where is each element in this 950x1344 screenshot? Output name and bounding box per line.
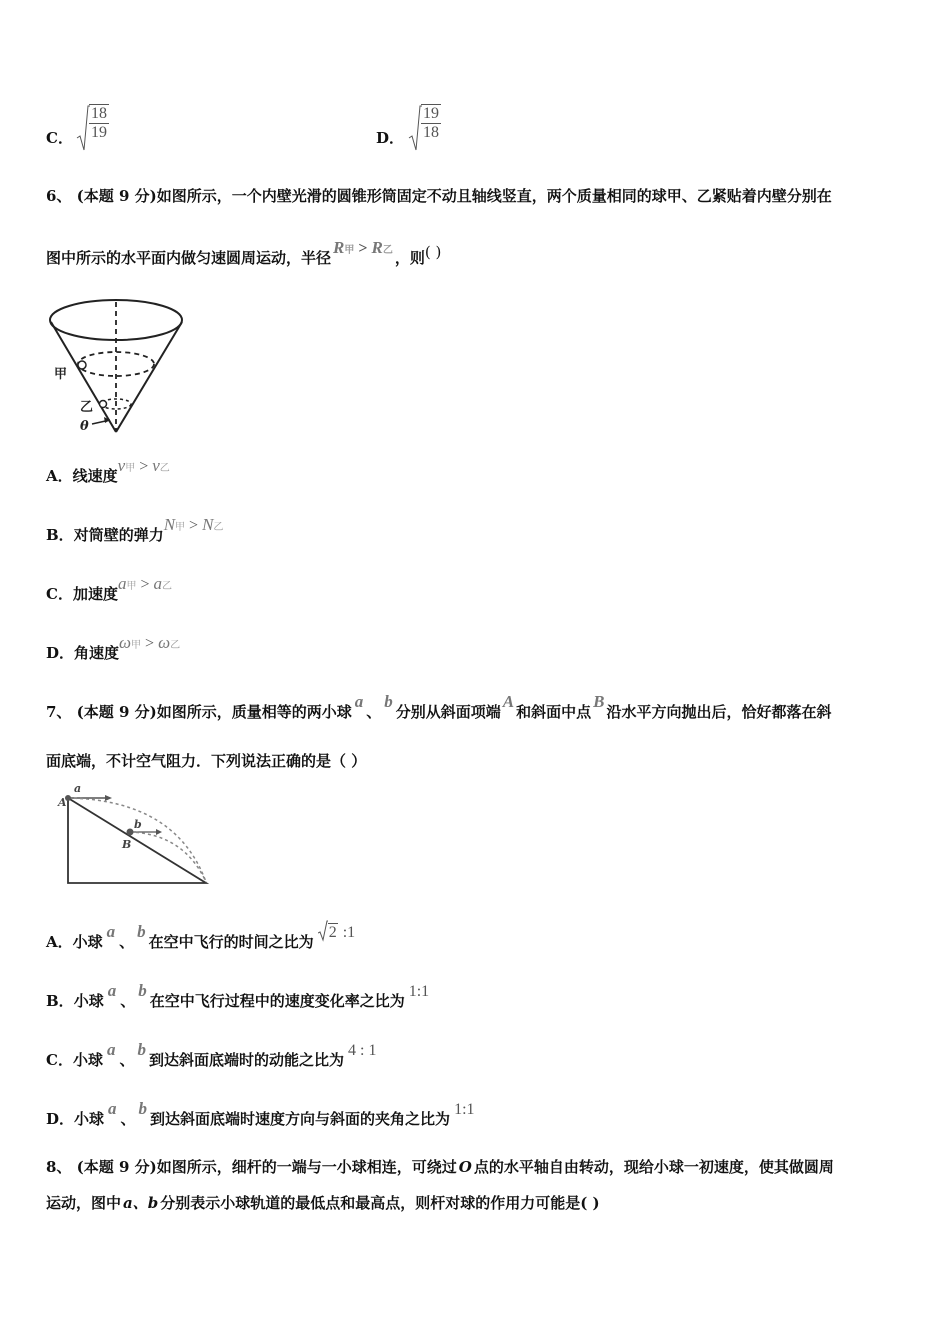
separator: 、 — [119, 1051, 135, 1069]
option-label: C． — [46, 585, 73, 603]
label-yi: 乙 — [80, 400, 94, 415]
option-ratio: 4 : 1 — [348, 1042, 377, 1059]
incline-figure — [56, 782, 212, 888]
q7-option-d[interactable] — [46, 1099, 475, 1130]
q7-text-a: 7、 (本题 9 分)如图所示，质量相等的两小球 — [46, 703, 352, 721]
option-text: 到达斜面底端时的动能之比为 — [148, 1051, 344, 1069]
option-formula: v甲 > v乙 — [117, 456, 170, 475]
symbol-b: b — [384, 692, 393, 711]
radical-sign-icon — [318, 920, 328, 942]
separator: 、 — [120, 992, 136, 1010]
option-label-c: C． — [46, 129, 73, 147]
symbol-a: a — [108, 1099, 117, 1118]
symbol-a: a — [106, 922, 116, 941]
q7-text-b: 分别从斜面项端 — [395, 703, 501, 721]
q6-stem-text: 图中所示的水平面内做匀速圆周运动，半径 — [46, 249, 332, 267]
option-label: D． — [46, 1110, 75, 1128]
radical-sign-icon — [76, 104, 90, 154]
option-prefix: 小球 — [73, 992, 104, 1010]
cone-figure — [46, 296, 191, 438]
option-formula: a甲 > a乙 — [117, 574, 172, 593]
radical-sign-icon — [408, 104, 422, 154]
q6-option-b[interactable] — [46, 515, 224, 548]
fraction-numerator: 18 — [91, 105, 107, 122]
q7-stem-line2: 面底端，不计空气阻力．下列说法正确的是（ ） — [46, 752, 367, 770]
q8-text-c: 运动，图中 — [46, 1194, 122, 1212]
symbol-b: b — [138, 1099, 148, 1118]
option-formula: ω甲 > ω乙 — [119, 633, 181, 652]
option-label-d: D． — [376, 129, 405, 147]
q6-stem-suffix: ，则 — [394, 249, 425, 267]
separator: 、 — [120, 1110, 136, 1128]
option-prefix: 小球 — [74, 1110, 105, 1128]
q8-text-a: 8、 (本题 9 分)如图所示，细杆的一端与一小球相连，可绕过 — [46, 1158, 457, 1176]
option-label: A． — [46, 467, 73, 485]
fig-label-A: A — [58, 796, 67, 809]
symbol-B: B — [593, 692, 605, 711]
fig-label-b: b — [134, 818, 142, 831]
symbol-a: a — [106, 1040, 116, 1059]
symbol-O: O — [458, 1158, 472, 1176]
q7-option-c[interactable] — [46, 1040, 377, 1071]
q6-option-d[interactable] — [46, 633, 181, 666]
symbol-a: a — [354, 692, 364, 711]
label-theta: θ — [80, 419, 89, 434]
option-text: 在空中飞行的时间之比为 — [148, 933, 314, 951]
symbol-b: b — [137, 1040, 146, 1059]
option-label: B． — [46, 526, 74, 544]
q6-stem-line2 — [46, 238, 442, 271]
q7-option-b[interactable] — [46, 981, 430, 1012]
q8-stem-line1 — [46, 1157, 834, 1177]
option-ratio: 2 :1 — [318, 922, 355, 943]
option-prefix: 小球 — [72, 1051, 103, 1069]
separator: 、 — [119, 933, 135, 951]
q6-option-a[interactable] — [46, 456, 170, 489]
fraction-denominator: 19 — [91, 124, 107, 141]
option-label: C． — [46, 1051, 73, 1069]
option-text: 角速度 — [74, 644, 120, 662]
q6-stem-line1: 6、 (本题 9 分)如图所示，一个内壁光滑的圆锥形筒固定不动且轴线竖直，两个质量相同的球甲、乙紧贴着内壁分别在 — [46, 187, 832, 205]
symbol-a: a — [107, 981, 117, 1000]
q6-condition: R甲 > R乙 — [333, 238, 393, 257]
label-jia: 甲 — [54, 367, 68, 382]
option-label: D． — [46, 644, 75, 662]
answer-paren: ( ) — [424, 243, 442, 261]
option-formula: N甲 > N乙 — [163, 515, 224, 534]
option-label: B． — [46, 992, 74, 1010]
option-text: 到达斜面底端时速度方向与斜面的夹角之比为 — [150, 1110, 451, 1128]
symbol-b: b — [138, 981, 147, 1000]
option-prefix: 小球 — [72, 933, 103, 951]
option-ratio: 1:1 — [454, 1101, 475, 1118]
option-label: A． — [46, 933, 73, 951]
option-text: 在空中飞行过程中的速度变化率之比为 — [149, 992, 405, 1010]
symbol-A: A — [502, 692, 515, 711]
q8-stem-line2 — [46, 1193, 600, 1213]
option-text: 对筒壁的弹力 — [73, 526, 164, 544]
fraction-numerator: 19 — [423, 105, 439, 122]
option-text: 加速度 — [72, 585, 118, 603]
q6-option-c[interactable] — [46, 574, 172, 607]
symbol-ab: a、b — [123, 1194, 159, 1212]
option-text: 线速度 — [72, 467, 118, 485]
q7-option-a[interactable] — [46, 922, 356, 953]
q8-text-d: 分别表示小球轨道的最低点和最高点，则杆对球的作用力可能是( ) — [160, 1194, 600, 1212]
fig-label-a: a — [74, 782, 82, 795]
symbol-b: b — [137, 922, 146, 941]
fig-label-B: B — [122, 838, 132, 851]
q7-text-d: 沿水平方向抛出后，恰好都落在斜 — [606, 703, 832, 721]
separator: 、 — [366, 703, 382, 721]
q7-stem-line1 — [46, 692, 832, 722]
q8-text-b: 点的水平轴自由转动，现给小球一初速度，使其做圆周 — [473, 1158, 834, 1176]
fraction-denominator: 18 — [423, 124, 439, 141]
q7-text-c: 和斜面中点 — [516, 703, 592, 721]
option-ratio: 1:1 — [408, 983, 430, 1000]
